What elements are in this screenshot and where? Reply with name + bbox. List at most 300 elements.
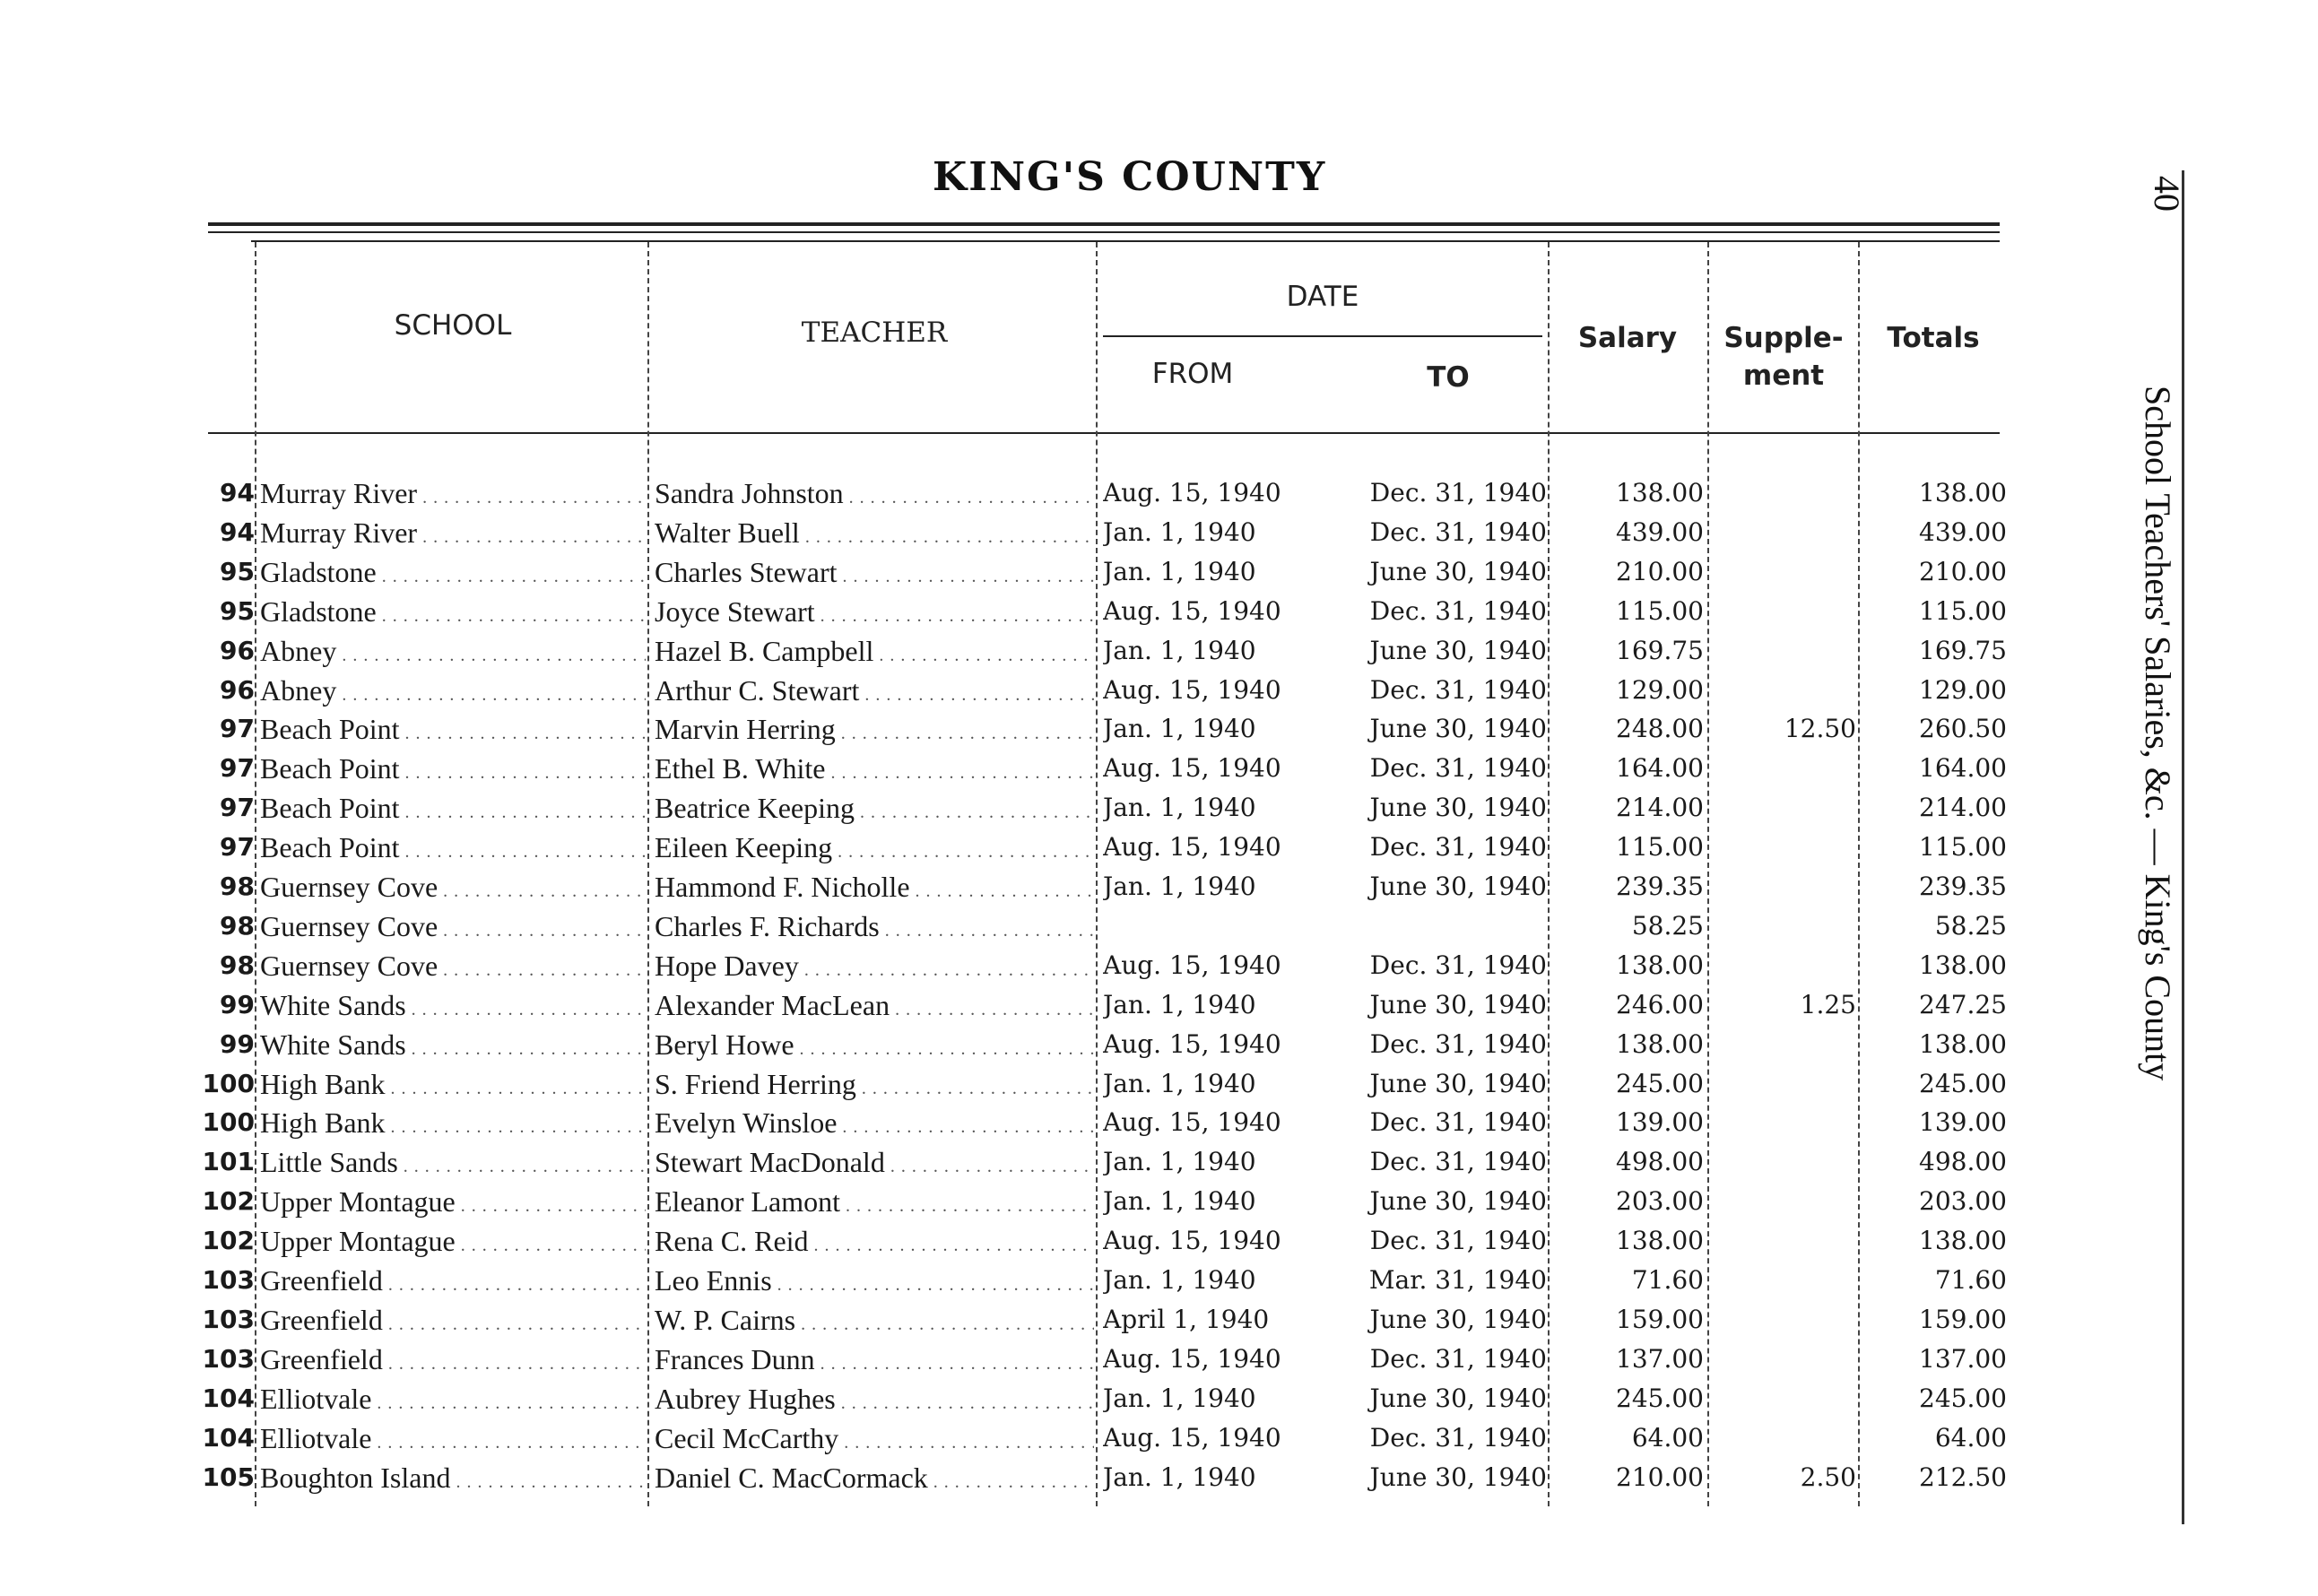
teacher-name (655, 1103, 1094, 1142)
total-value: 64.00 (1934, 1423, 2007, 1453)
table-row (0, 749, 2062, 788)
school-name-text: Guernsey Cove (260, 950, 438, 982)
school-name (260, 1103, 646, 1142)
date-from: Jan. 1, 1940 (1103, 1462, 1256, 1492)
salary-value: 138.00 (1616, 950, 1704, 980)
supplement-value (1713, 749, 1856, 788)
date-from: Aug. 15, 1940 (1103, 1344, 1281, 1374)
teacher-name (655, 1458, 1094, 1497)
date-from: Jan. 1, 1940 (1103, 1265, 1256, 1295)
row-number: 97 (220, 753, 255, 783)
date-from: Aug. 15, 1940 (1103, 1107, 1281, 1137)
date-from: Jan. 1, 1940 (1103, 517, 1256, 547)
date-from: Aug. 15, 1940 (1103, 1029, 1281, 1059)
row-number: 97 (220, 793, 255, 822)
supplement-value (1713, 867, 1856, 906)
school-name (260, 1064, 646, 1104)
salary-value: 138.00 (1616, 478, 1704, 507)
salary-value: 245.00 (1616, 1383, 1704, 1413)
date-to: Dec. 31, 1940 (1369, 1344, 1547, 1374)
header-salary: Salary (1577, 322, 1678, 354)
salary-value: 115.00 (1616, 596, 1704, 626)
table-row (0, 631, 2062, 671)
header-from: FROM (1151, 358, 1234, 390)
date-to: Dec. 31, 1940 (1369, 1423, 1547, 1453)
salary-value: 439.00 (1616, 517, 1704, 547)
school-name-text: Greenfield (260, 1343, 383, 1375)
school-name (260, 867, 646, 906)
date-to: June 30, 1940 (1369, 1462, 1547, 1492)
teacher-name-text: Hazel B. Campbell (655, 635, 874, 667)
page-number: 40 (2147, 176, 2187, 212)
school-name (260, 946, 646, 985)
date-to: Dec. 31, 1940 (1369, 1107, 1547, 1137)
salary-value: 498.00 (1616, 1147, 1704, 1176)
school-name (260, 985, 646, 1025)
supplement-value (1713, 592, 1856, 631)
school-name (260, 1300, 646, 1340)
total-value: 58.25 (1934, 911, 2007, 941)
side-rule (2182, 170, 2184, 1524)
supplement-value (1713, 1340, 1856, 1379)
total-value: 239.35 (1919, 872, 2007, 901)
table-row (0, 867, 2062, 906)
row-number: 105 (202, 1462, 255, 1492)
side-running-title: School Teachers' Salaries, &c. — King's County (2138, 386, 2178, 1081)
date-from: Aug. 15, 1940 (1103, 596, 1281, 626)
salary-value: 58.25 (1631, 911, 1704, 941)
teacher-name-text: Beatrice Keeping (655, 792, 855, 824)
supplement-value (1713, 788, 1856, 828)
school-name-text: Beach Point (260, 792, 400, 824)
teacher-name-text: Charles F. Richards (655, 910, 880, 942)
date-to: June 30, 1940 (1369, 1383, 1547, 1413)
teacher-name-text: Walter Buell (655, 516, 800, 549)
salary-value: 169.75 (1616, 636, 1704, 665)
teacher-name-text: Leo Ennis (655, 1264, 772, 1297)
row-number: 98 (220, 872, 255, 901)
date-from: Jan. 1, 1940 (1103, 557, 1256, 586)
total-value: 439.00 (1919, 517, 2007, 547)
row-number: 95 (220, 596, 255, 626)
teacher-name (655, 828, 1094, 867)
teacher-name-text: Charles Stewart (655, 556, 838, 588)
teacher-name-text: W. P. Cairns (655, 1304, 796, 1336)
row-number: 97 (220, 714, 255, 743)
salary-value: 164.00 (1616, 753, 1704, 783)
teacher-name (655, 1142, 1094, 1182)
date-from: Aug. 15, 1940 (1103, 1423, 1281, 1453)
teacher-name (655, 788, 1094, 828)
teacher-name (655, 1025, 1094, 1064)
supplement-value: 2.50 (1800, 1462, 1856, 1492)
date-to: June 30, 1940 (1369, 636, 1547, 665)
table-row (0, 1458, 2062, 1497)
teacher-name (655, 473, 1094, 513)
school-name-text: Greenfield (260, 1264, 383, 1297)
date-from: Jan. 1, 1940 (1103, 1069, 1256, 1098)
top-rule-3 (251, 240, 2000, 242)
school-name (260, 1340, 646, 1379)
supplement-value: 12.50 (1784, 714, 1856, 743)
row-number: 94 (220, 478, 255, 507)
school-name-text: Guernsey Cove (260, 910, 438, 942)
total-value: 247.25 (1919, 990, 2007, 1019)
date-from: Jan. 1, 1940 (1103, 793, 1256, 822)
total-value: 115.00 (1919, 832, 2007, 862)
date-from: Aug. 15, 1940 (1103, 1226, 1281, 1255)
date-to: June 30, 1940 (1369, 1305, 1547, 1334)
teacher-name-text: Beryl Howe (655, 1028, 794, 1061)
supplement-value (1713, 1261, 1856, 1300)
teacher-name-text: Eleanor Lamont (655, 1185, 841, 1218)
date-to: June 30, 1940 (1369, 1186, 1547, 1216)
school-name (260, 906, 646, 946)
school-name (260, 1458, 646, 1497)
date-to: June 30, 1940 (1369, 1069, 1547, 1098)
teacher-name (655, 749, 1094, 788)
date-from: Aug. 15, 1940 (1103, 675, 1281, 705)
date-from: Jan. 1, 1940 (1103, 636, 1256, 665)
teacher-name-text: Joyce Stewart (655, 595, 815, 628)
teacher-name-text: Eileen Keeping (655, 831, 833, 863)
salary-value: 159.00 (1616, 1305, 1704, 1334)
school-name-text: Boughton Island (260, 1462, 451, 1494)
total-value: 115.00 (1919, 596, 2007, 626)
school-name (260, 749, 646, 788)
date-to: Dec. 31, 1940 (1369, 1226, 1547, 1255)
date-from (1103, 906, 1318, 946)
supplement-value (1713, 1103, 1856, 1142)
supplement-value: 1.25 (1800, 990, 1856, 1019)
supplement-value (1713, 1418, 1856, 1458)
teacher-name (655, 946, 1094, 985)
header-teacher: TEACHER (801, 317, 948, 349)
row-number: 101 (202, 1147, 255, 1176)
total-value: 214.00 (1919, 793, 2007, 822)
teacher-name (655, 592, 1094, 631)
table-row (0, 788, 2062, 828)
date-from: Aug. 15, 1940 (1103, 478, 1281, 507)
date-from: Jan. 1, 1940 (1103, 872, 1256, 901)
table-row (0, 828, 2062, 867)
table-row (0, 1103, 2062, 1142)
table-row (0, 1300, 2062, 1340)
teacher-name-text: Stewart MacDonald (655, 1146, 885, 1178)
supplement-value (1713, 671, 1856, 710)
date-to: June 30, 1940 (1369, 557, 1547, 586)
table-row (0, 1182, 2062, 1221)
salary-value: 210.00 (1616, 1462, 1704, 1492)
supplement-value (1713, 1300, 1856, 1340)
supplement-value (1713, 631, 1856, 671)
school-name (260, 1261, 646, 1300)
teacher-name (655, 1300, 1094, 1340)
date-to: Dec. 31, 1940 (1369, 675, 1547, 705)
total-value: 203.00 (1919, 1186, 2007, 1216)
row-number: 103 (202, 1344, 255, 1374)
school-name (260, 828, 646, 867)
school-name-text: High Bank (260, 1106, 386, 1139)
date-to: June 30, 1940 (1369, 872, 1547, 901)
salary-value: 210.00 (1616, 557, 1704, 586)
date-to: Dec. 31, 1940 (1369, 832, 1547, 862)
teacher-name-text: Evelyn Winsloe (655, 1106, 838, 1139)
school-name-text: High Bank (260, 1068, 386, 1100)
school-name (260, 1418, 646, 1458)
salary-value: 129.00 (1616, 675, 1704, 705)
row-number: 98 (220, 911, 255, 941)
salary-value: 137.00 (1616, 1344, 1704, 1374)
date-from: Aug. 15, 1940 (1103, 832, 1281, 862)
date-split-rule (1103, 335, 1542, 337)
salary-value: 138.00 (1616, 1226, 1704, 1255)
row-number: 103 (202, 1265, 255, 1295)
total-value: 245.00 (1919, 1069, 2007, 1098)
teacher-name (655, 671, 1094, 710)
date-from: Jan. 1, 1940 (1103, 714, 1256, 743)
teacher-name-text: Daniel C. MacCormack (655, 1462, 928, 1494)
row-number: 102 (202, 1226, 255, 1255)
teacher-name-text: S. Friend Herring (655, 1068, 856, 1100)
total-value: 71.60 (1934, 1265, 2007, 1295)
table-row (0, 1418, 2062, 1458)
date-to (1327, 906, 1547, 946)
header-bottom-rule (208, 432, 2000, 434)
school-name-text: Gladstone (260, 595, 377, 628)
header-school: SCHOOL (394, 309, 512, 342)
supplement-value (1713, 946, 1856, 985)
row-number: 95 (220, 557, 255, 586)
teacher-name-text: Cecil McCarthy (655, 1422, 839, 1454)
table-row (0, 946, 2062, 985)
teacher-name (655, 1418, 1094, 1458)
school-name (260, 788, 646, 828)
school-name (260, 1025, 646, 1064)
salary-value: 71.60 (1631, 1265, 1704, 1295)
page-title: KING'S COUNTY (933, 154, 1327, 200)
row-number: 104 (202, 1423, 255, 1453)
supplement-value (1713, 1182, 1856, 1221)
total-value: 212.50 (1919, 1462, 2007, 1492)
school-name (260, 592, 646, 631)
teacher-name (655, 1261, 1094, 1300)
date-from: Jan. 1, 1940 (1103, 1383, 1256, 1413)
school-name (260, 552, 646, 592)
top-rule-1 (208, 222, 2000, 226)
table-row (0, 985, 2062, 1025)
table-row (0, 552, 2062, 592)
salary-value: 214.00 (1616, 793, 1704, 822)
teacher-name (655, 1182, 1094, 1221)
total-value: 138.00 (1919, 1029, 2007, 1059)
row-number: 103 (202, 1305, 255, 1334)
row-number: 99 (220, 1029, 255, 1059)
teacher-name-text: Aubrey Hughes (655, 1383, 836, 1415)
total-value: 137.00 (1919, 1344, 2007, 1374)
school-name-text: Abney (260, 635, 337, 667)
supplement-value (1713, 1379, 1856, 1418)
supplement-value (1713, 552, 1856, 592)
teacher-name-text: Hammond F. Nicholle (655, 871, 910, 903)
school-name-text: White Sands (260, 989, 406, 1021)
table-row (0, 592, 2062, 631)
table-row (0, 1142, 2062, 1182)
total-value: 139.00 (1919, 1107, 2007, 1137)
school-name-text: Elliotvale (260, 1422, 372, 1454)
salary-value: 115.00 (1616, 832, 1704, 862)
salary-value: 64.00 (1631, 1423, 1704, 1453)
total-value: 138.00 (1919, 1226, 2007, 1255)
date-to: Dec. 31, 1940 (1369, 753, 1547, 783)
teacher-name (655, 631, 1094, 671)
school-name (260, 1182, 646, 1221)
school-name (260, 473, 646, 513)
teacher-name (655, 867, 1094, 906)
date-to: June 30, 1940 (1369, 714, 1547, 743)
salary-value: 203.00 (1616, 1186, 1704, 1216)
table-row (0, 1064, 2062, 1104)
teacher-name (655, 513, 1094, 552)
salary-value: 138.00 (1616, 1029, 1704, 1059)
teacher-name (655, 1064, 1094, 1104)
teacher-name-text: Hope Davey (655, 950, 799, 982)
header-supplement: Supple- ment (1723, 322, 1844, 392)
school-name-text: Abney (260, 674, 337, 707)
total-value: 245.00 (1919, 1383, 2007, 1413)
salary-value: 245.00 (1616, 1069, 1704, 1098)
teacher-name-text: Arthur C. Stewart (655, 674, 860, 707)
row-number: 99 (220, 990, 255, 1019)
supplement-value (1713, 473, 1856, 513)
teacher-name (655, 1340, 1094, 1379)
teacher-name-text: Ethel B. White (655, 752, 826, 785)
school-name-text: Guernsey Cove (260, 871, 438, 903)
table-row (0, 513, 2062, 552)
supplement-value (1713, 906, 1856, 946)
header-to: TO (1427, 361, 1470, 394)
school-name-text: Greenfield (260, 1304, 383, 1336)
school-name-text: Beach Point (260, 752, 400, 785)
teacher-name (655, 906, 1094, 946)
school-name (260, 1142, 646, 1182)
total-value: 159.00 (1919, 1305, 2007, 1334)
date-to: Dec. 31, 1940 (1369, 596, 1547, 626)
total-value: 210.00 (1919, 557, 2007, 586)
supplement-value (1713, 1142, 1856, 1182)
row-number: 98 (220, 950, 255, 980)
school-name-text: Elliotvale (260, 1383, 372, 1415)
supplement-value (1713, 1064, 1856, 1104)
school-name-text: Beach Point (260, 831, 400, 863)
date-to: Mar. 31, 1940 (1368, 1265, 1547, 1295)
date-to: Dec. 31, 1940 (1369, 478, 1547, 507)
date-to: Dec. 31, 1940 (1369, 950, 1547, 980)
header-totals: Totals (1887, 322, 1980, 354)
date-to: June 30, 1940 (1369, 990, 1547, 1019)
date-from: April 1, 1940 (1103, 1305, 1270, 1334)
school-name-text: Upper Montague (260, 1225, 456, 1257)
table-row (0, 1261, 2062, 1300)
salary-value: 239.35 (1616, 872, 1704, 901)
salary-value: 139.00 (1616, 1107, 1704, 1137)
total-value: 129.00 (1919, 675, 2007, 705)
teacher-name-text: Rena C. Reid (655, 1225, 809, 1257)
total-value: 138.00 (1919, 478, 2007, 507)
date-to: Dec. 31, 1940 (1369, 1029, 1547, 1059)
salary-value: 248.00 (1616, 714, 1704, 743)
teacher-name (655, 985, 1094, 1025)
teacher-name-text: Frances Dunn (655, 1343, 815, 1375)
total-value: 138.00 (1919, 950, 2007, 980)
table-row (0, 1379, 2062, 1418)
row-number: 104 (202, 1383, 255, 1413)
table-row (0, 709, 2062, 749)
school-name (260, 709, 646, 749)
teacher-name (655, 709, 1094, 749)
row-number: 97 (220, 832, 255, 862)
table-row (0, 1025, 2062, 1064)
teacher-name (655, 552, 1094, 592)
row-number: 96 (220, 636, 255, 665)
table-row (0, 1221, 2062, 1261)
row-number: 96 (220, 675, 255, 705)
supplement-value (1713, 513, 1856, 552)
school-name-text: Beach Point (260, 713, 400, 745)
school-name-text: Upper Montague (260, 1185, 456, 1218)
teacher-name-text: Sandra Johnston (655, 477, 844, 509)
total-value: 169.75 (1919, 636, 2007, 665)
school-name (260, 1221, 646, 1261)
teacher-name (655, 1379, 1094, 1418)
school-name (260, 671, 646, 710)
date-to: Dec. 31, 1940 (1369, 1147, 1547, 1176)
salary-value: 246.00 (1616, 990, 1704, 1019)
date-from: Aug. 15, 1940 (1103, 950, 1281, 980)
table-row (0, 1340, 2062, 1379)
date-from: Aug. 15, 1940 (1103, 753, 1281, 783)
top-rule-2 (208, 231, 2000, 233)
supplement-value (1713, 1221, 1856, 1261)
teacher-name (655, 1221, 1094, 1261)
date-from: Jan. 1, 1940 (1103, 1147, 1256, 1176)
school-name (260, 1379, 646, 1418)
row-number: 94 (220, 517, 255, 547)
date-from: Jan. 1, 1940 (1103, 1186, 1256, 1216)
school-name-text: White Sands (260, 1028, 406, 1061)
total-value: 164.00 (1919, 753, 2007, 783)
date-from: Jan. 1, 1940 (1103, 990, 1256, 1019)
school-name-text: Gladstone (260, 556, 377, 588)
teacher-name-text: Marvin Herring (655, 713, 836, 745)
header-date: DATE (1286, 281, 1359, 313)
supplement-value (1713, 828, 1856, 867)
total-value: 498.00 (1919, 1147, 2007, 1176)
date-to: June 30, 1940 (1369, 793, 1547, 822)
row-number: 100 (202, 1107, 255, 1137)
table-row (0, 906, 2062, 946)
row-number: 102 (202, 1186, 255, 1216)
table-row (0, 473, 2062, 513)
school-name (260, 631, 646, 671)
date-to: Dec. 31, 1940 (1369, 517, 1547, 547)
school-name (260, 513, 646, 552)
school-name-text: Murray River (260, 516, 418, 549)
total-value: 260.50 (1919, 714, 2007, 743)
school-name-text: Little Sands (260, 1146, 398, 1178)
row-number: 100 (202, 1069, 255, 1098)
school-name-text: Murray River (260, 477, 418, 509)
